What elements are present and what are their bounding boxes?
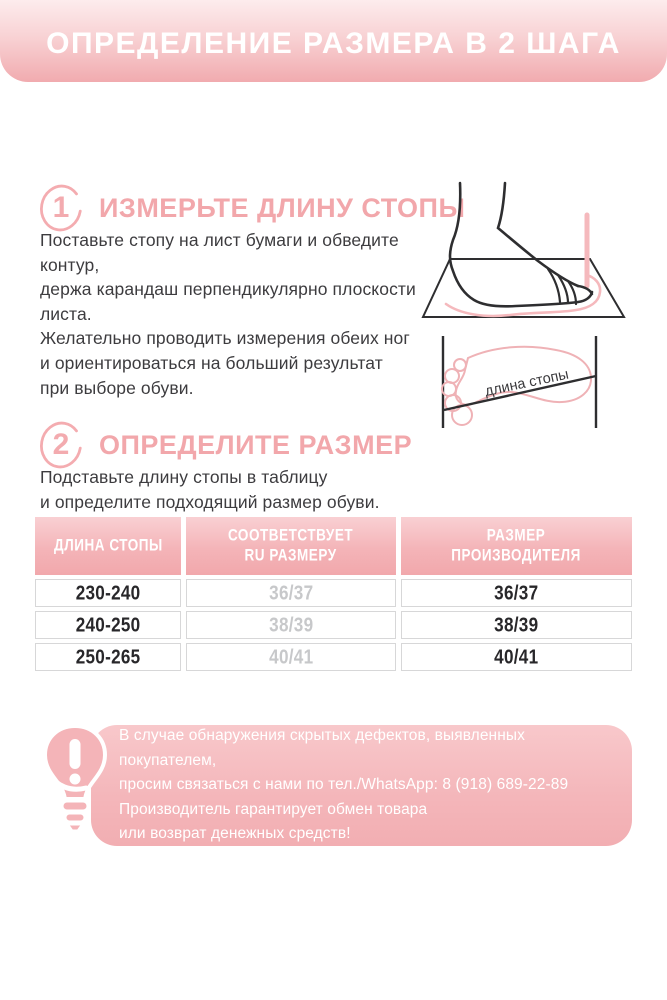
cell-manufacturer-size: 40/41 [401,643,632,671]
header-cell-ru-size: СООТВЕТСТВУЕТ RU РАЗМЕРУ [186,517,396,575]
lightbulb-alert-icon [38,720,112,838]
step-number: 1 [52,191,70,224]
foot-tracing-illustration [420,176,665,322]
header-banner [0,0,667,82]
step-1-header [38,183,465,233]
foot-length-label: длина стопы [483,366,571,400]
header-cell-manufacturer-size: РАЗМЕР ПРОИЗВОДИТЕЛЯ [401,517,632,575]
warranty-notice [91,725,632,846]
warranty-notice-text: В случае обнаружения скрытых дефектов, выявленных покупателем, просим связаться с нами по тел./WhatsApp: 8 (918) 689-22-89 Производитель гарантирует обмен товара или возврат денежных средств! [119,727,569,843]
step-2-instructions: Подставьте длину стопы в таблицу и определите подходящий размер обуви. [40,467,380,512]
size-table [35,517,632,671]
cell-ru-size: 38/39 [186,611,396,639]
cell-manufacturer-size: 36/37 [401,579,632,607]
step-2-title: ОПРЕДЕЛИТЕ РАЗМЕР [99,429,413,460]
step-1-instructions: Поставьте стопу на лист бумаги и обведите контур, держа карандаш перпендикулярно плоскости листа. Желательно проводить измерения обеих ног и ориентироваться на больший результат при выборе обуви. [40,230,416,398]
table-row [35,579,632,607]
cell-foot-length: 250-265 [35,643,181,671]
table-row [35,643,632,671]
page-title: ОПРЕДЕЛЕНИЕ РАЗМЕРА В 2 ШАГА [46,27,621,60]
step-2-number-badge [38,420,84,470]
cell-ru-size: 40/41 [186,643,396,671]
step-number: 2 [52,428,70,461]
step-1-title: ИЗМЕРЬТЕ ДЛИНУ СТОПЫ [99,192,466,223]
cell-manufacturer-size: 38/39 [401,611,632,639]
foot-measure-illustration [430,332,610,434]
cell-foot-length: 230-240 [35,579,181,607]
header-cell-foot-length: ДЛИНА СТОПЫ [35,517,181,575]
table-row [35,611,632,639]
step-2-header [38,420,412,470]
step-1-number-badge [38,183,84,233]
cell-ru-size: 36/37 [186,579,396,607]
cell-foot-length: 240-250 [35,611,181,639]
table-header-row [35,517,632,575]
